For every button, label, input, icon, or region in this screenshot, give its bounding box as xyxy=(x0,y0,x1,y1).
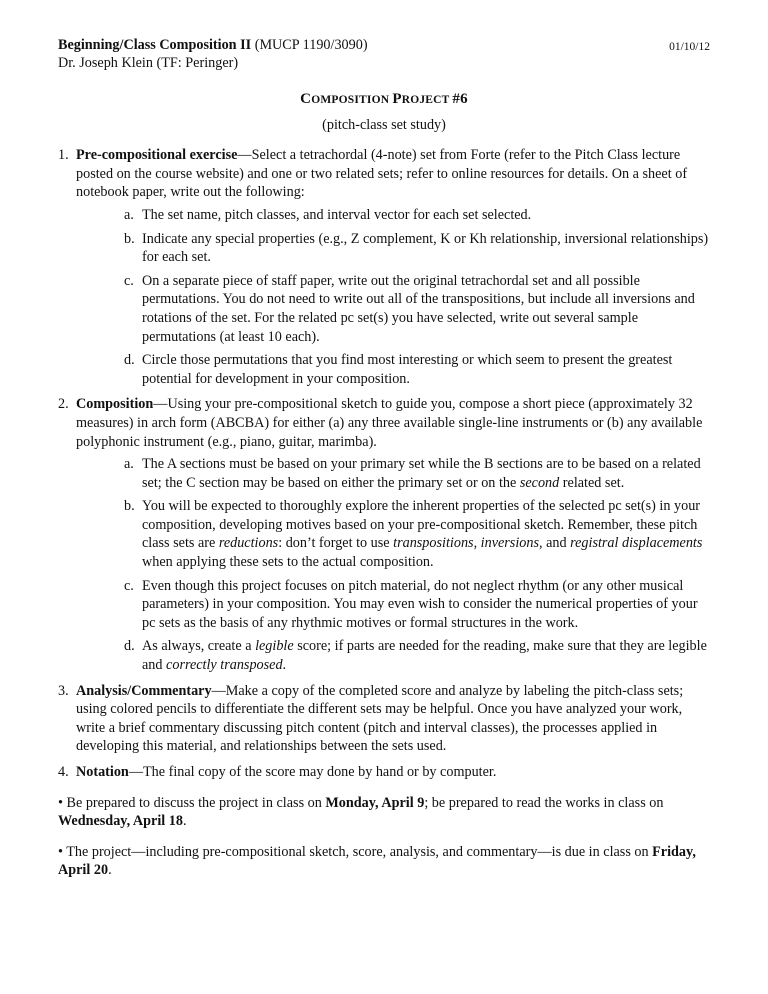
sub-item: a. The A sections must be based on your primary set while the B sections are to be based on a related set; the C section may be based on either the primary set or on the second related set. xyxy=(124,456,701,491)
sub-item: d. As always, create a legible score; if parts are needed for the reading, make sure that they are legible and correctly transposed. xyxy=(124,638,707,674)
course-code: (MUCP 1190/3090) xyxy=(251,37,368,53)
item-analysis: 3. Analysis/Commentary—Make a copy of the completed score and analyze by labeling the pitch-class sets; using colored pencils to differentiate the different sets may be helpful. Once you have analyzed your work, write a brief commentary discussing pitch content (pitch and interval classes), the processes applied in developing this material, and relationships between the sets used. xyxy=(58,682,684,755)
item-heading: Notation xyxy=(76,764,129,780)
page-title: COMPOSITION PROJECT #6 xyxy=(300,91,468,107)
item-heading: Pre-compositional exercise xyxy=(76,147,238,164)
sub-items xyxy=(76,206,710,388)
item-text: —Using your pre-compositional sketch to guide you, compose a short piece (approximately 32 measures) in arch form (ABCBA) for either (a) any three available single-line instruments or (b) any available polyphonic instrument (e.g., piano, guitar, marimba). xyxy=(76,396,703,450)
sub-item: b. You will be expected to thoroughly explore the inherent properties of the selected pc set(s) in your composition, developing motives based on your pre-compositional sketch. Remember, these pitch class sets are reductions: don’t forget to use transpositions, inversions, and registral displacements when applying these sets to the actual composition. xyxy=(124,498,703,571)
item-notation: 4. Notation—The final copy of the score may done by hand or by computer. xyxy=(58,764,497,780)
course-title: Beginning/Class Composition II xyxy=(58,37,252,53)
page-subtitle: (pitch-class set study) xyxy=(322,116,446,133)
note-discussion-dates: • Be prepared to discuss the project in class on Monday, April 9; be prepared to read the works in class on Wednesday, April 18. xyxy=(58,794,664,830)
sub-item: b. Indicate any special properties (e.g., Z complement, K or Kh relationship, inversional relationships) for each set. xyxy=(124,230,709,266)
course-line xyxy=(58,36,368,55)
sub-item: d. Circle those permutations that you find most interesting or which seem to present the greatest potential for development in your composition. xyxy=(124,352,673,387)
sub-item: a. The set name, pitch classes, and interval vector for each set selected. xyxy=(124,206,532,223)
project-items xyxy=(58,146,710,781)
item-text: —The final copy of the score may done by hand or by computer. xyxy=(128,764,497,780)
item-pre-compositional: 1. Pre-compositional exercise—Select a tetrachordal (4-note) set from Forte (refer to the Pitch Class lecture posted on the course website) and one or two related sets; refer to online resources for details. On a sheet of notebook paper, write out the following: a. The set name, pitch classes, and interval vector for each set selected. b. Indicate any special properties (e.g., Z complement, K or Kh relationship, inversional relationships) for each set. c. On a separate piece of staff paper, write out the original tetrachordal set and all possible permutations. You do not need to write out all of the transpositions, but include all inversions and rotations of the set. For the related pc set(s) you have selected, write out several sample permutations (at least 10 each). d. Circle those permutations that you find most interesting or which seem to present the greatest potential for development in your composition. xyxy=(58,147,709,387)
sub-item: c. On a separate piece of staff paper, write out the original tetrachordal set and all possible permutations. You do not need to write out all of the transpositions, but include all inversions and rotations of the set. For the related pc set(s) you have selected, write out several sample permutations (at least 10 each). xyxy=(124,272,695,345)
item-text: —Select a tetrachordal (4-note) set from Forte (refer to the Pitch Class lecture posted on the course website) and one or two related sets; refer to online resources for details. On a sheet of notebook paper, write out the following: xyxy=(76,147,688,201)
item-heading: Composition xyxy=(76,396,154,413)
instructor-line: Dr. Joseph Klein (TF: Peringer) xyxy=(58,55,239,71)
item-composition: 2. Composition—Using your pre-compositional sketch to guide you, compose a short piece (approximately 32 measures) in arch form (ABCBA) for either (a) any three available single-line instruments or (b) any available polyphonic instrument (e.g., piano, guitar, marimba). a. The A sections must be based on your primary set while the B sections are to be based on a related set; the C section may be based on either the primary set or on the second related set. b. You will be expected to thoroughly explore the inherent properties of the selected pc set(s) in your composition, developing motives based on your pre-compositional sketch. Remember, these pitch class sets are reductions: don’t forget to use transpositions, inversions, and registral displacements when applying these sets to the actual composition. c. Even though this project focuses on pitch material, do not neglect rhythm (or any other musical parameters) in your composition. You may even wish to consider the numerical properties of your pc sets as the basis of any rhythmic motives or formal structures in the work. d. As always, create a legible score; if parts are needed for the reading, make sure that they are legible and correctly transposed. xyxy=(58,395,710,674)
item-heading: Analysis/Commentary xyxy=(76,682,212,699)
note-due-date: • The project—including pre-compositional sketch, score, analysis, and commentary—is due in class on Friday, April 20. xyxy=(58,843,696,879)
sub-items xyxy=(76,455,710,675)
item-text: —Make a copy of the completed score and analyze by labeling the pitch-class sets; using colored pencils to differentiate the different sets may be helpful. Once you have analyzed your work, write a brief commentary discussing pitch content (pitch and interval classes), the processes applied in developing this material, and relationships between the sets used. xyxy=(76,682,684,755)
document-date: 01/10/12 xyxy=(669,41,710,53)
document-header xyxy=(58,36,710,76)
sub-item: c. Even though this project focuses on pitch material, do not neglect rhythm (or any other musical parameters) in your composition. You may even wish to consider the numerical properties of your pc sets as the basis of any rhythmic motives or formal structures in the work. xyxy=(124,577,698,631)
